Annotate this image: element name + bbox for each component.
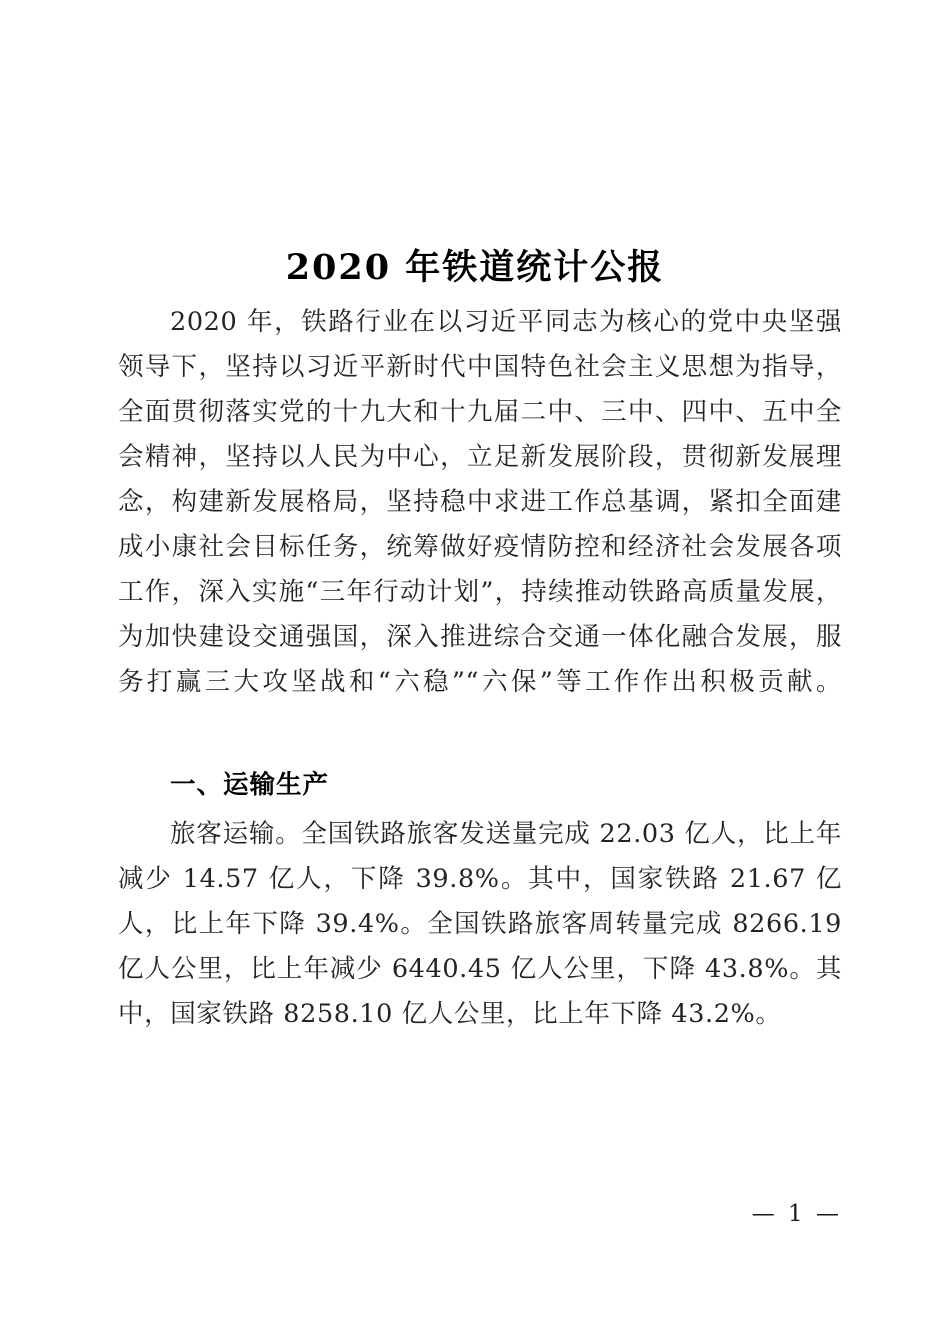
section-heading-transport-production: 一、运输生产 — [170, 770, 330, 800]
paragraph-spacer — [118, 750, 842, 755]
paragraph-intro: 2020 年，铁路行业在以习近平同志为核心的党中央坚强领导下，坚持以习近平新时代中国特色社会主义思想为指导，全面贯彻落实党的十九大和十九届二中、三中、四中、五中全会精神，坚持以人民为中心，立足新发展阶段，贯彻新发展理念，构建新发展格局，坚持稳中求进工作总基调，紧扣全面建成小康社会目标任务，统筹做好疫情防控和经济社会发展各项工作，深入实施“三年行动计划”，持续推动铁路高质量发展，为加快建设交通强国，深入推进综合交通一体化融合发展，服务打赢三大攻坚战和“六稳”“六保”等工作作出积极贡献。 — [118, 307, 842, 697]
paragraph-passenger-transport: 旅客运输。全国铁路旅客发送量完成 22.03 亿人，比上年减少 14.57 亿人，下降 39.8%。其中，国家铁路 21.67 亿人，比上年下降 39.4%。全国铁路旅客周转量完成 8266.19 亿人公里，比上年减少 6440.45 亿人公里，下降 43.8%。其中，国家铁路 8258.10 亿人公里，比上年下降 43.2%。 — [118, 819, 842, 1029]
document-body — [118, 300, 842, 1037]
page-title: 2020 年铁道统计公报 — [285, 247, 665, 289]
page-number: — 1 — — [751, 1201, 842, 1227]
